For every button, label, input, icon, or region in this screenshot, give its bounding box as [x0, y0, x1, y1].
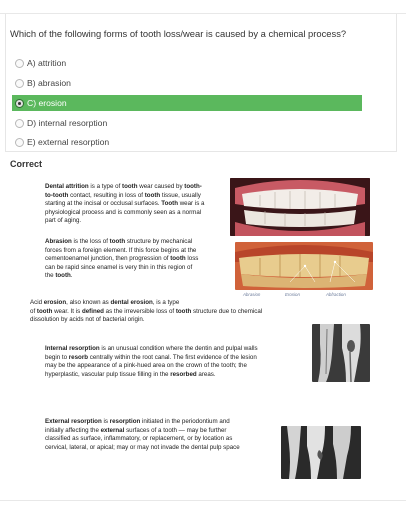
bottom-divider [0, 500, 406, 501]
option-b[interactable] [12, 75, 362, 91]
external-resorption-xray [281, 426, 361, 479]
external-resorption-text: External resorption is resorption initiated in the periodontium and initially affecting the external surfaces of a tooth — may be further classified as surface, inflammatory, or replacement, or by location as cervical, lateral, or apical; may or may not invade the dental pulp space [45, 418, 240, 451]
radio-unchecked-icon[interactable] [15, 59, 24, 68]
option-e[interactable] [12, 134, 362, 150]
option-c[interactable] [12, 95, 362, 111]
caption-erosion: Erosion [285, 292, 300, 297]
explanation-image [30, 178, 380, 488]
option-label: D) internal resorption [27, 118, 108, 128]
abrasion-photo [235, 242, 373, 290]
option-label: A) attrition [27, 58, 67, 68]
question-text: Which of the following forms of tooth loss/wear is caused by a chemical process? [10, 28, 347, 39]
result-label: Correct [10, 159, 43, 169]
option-label: B) abrasion [27, 78, 71, 88]
option-label: E) external resorption [27, 137, 110, 147]
attrition-text: Dental attrition is a type of tooth wear caused by tooth- to-tooth contact, resulting in loss of tooth tissue, usually starting at the incisal or occlusal surfaces. Tooth wear is a physiological process and is commonly seen as a normal part of aging. [45, 183, 205, 225]
caption-abrasion: Abrasion [243, 292, 261, 297]
option-d[interactable] [12, 115, 362, 131]
radio-unchecked-icon[interactable] [15, 79, 24, 88]
caption-abfraction: Abfraction [326, 292, 346, 297]
radio-unchecked-icon[interactable] [15, 119, 24, 128]
abrasion-text: Abrasion is the loss of tooth structure by mechanical forces from a foreign element. If this force begins at the cementoenamel junction, then progression of tooth loss can be rapid since enamel is very thin in this region of the tooth. [45, 238, 199, 280]
attrition-photo [230, 178, 370, 236]
option-label: C) erosion [27, 98, 67, 108]
radio-checked-icon[interactable] [15, 99, 24, 108]
option-a[interactable] [12, 55, 362, 71]
erosion-text: Acid erosion, also known as dental erosion, is a type of tooth wear. It is defined as the irreversible loss of tooth structure due to chemical dissolution by acids not of bacterial origin. [30, 299, 263, 324]
internal-resorption-xray [312, 324, 370, 382]
radio-unchecked-icon[interactable] [15, 138, 24, 147]
internal-resorption-text: Internal resorption is an unusual condition where the dentin and pulpal walls begin to resorb centrally within the root canal. The first evidence of the lesion may be the appearance of a pink-hued area on the crown of the tooth; the hyperplastic, vascular pulp tissue filling in the resorbed areas. [45, 345, 258, 378]
